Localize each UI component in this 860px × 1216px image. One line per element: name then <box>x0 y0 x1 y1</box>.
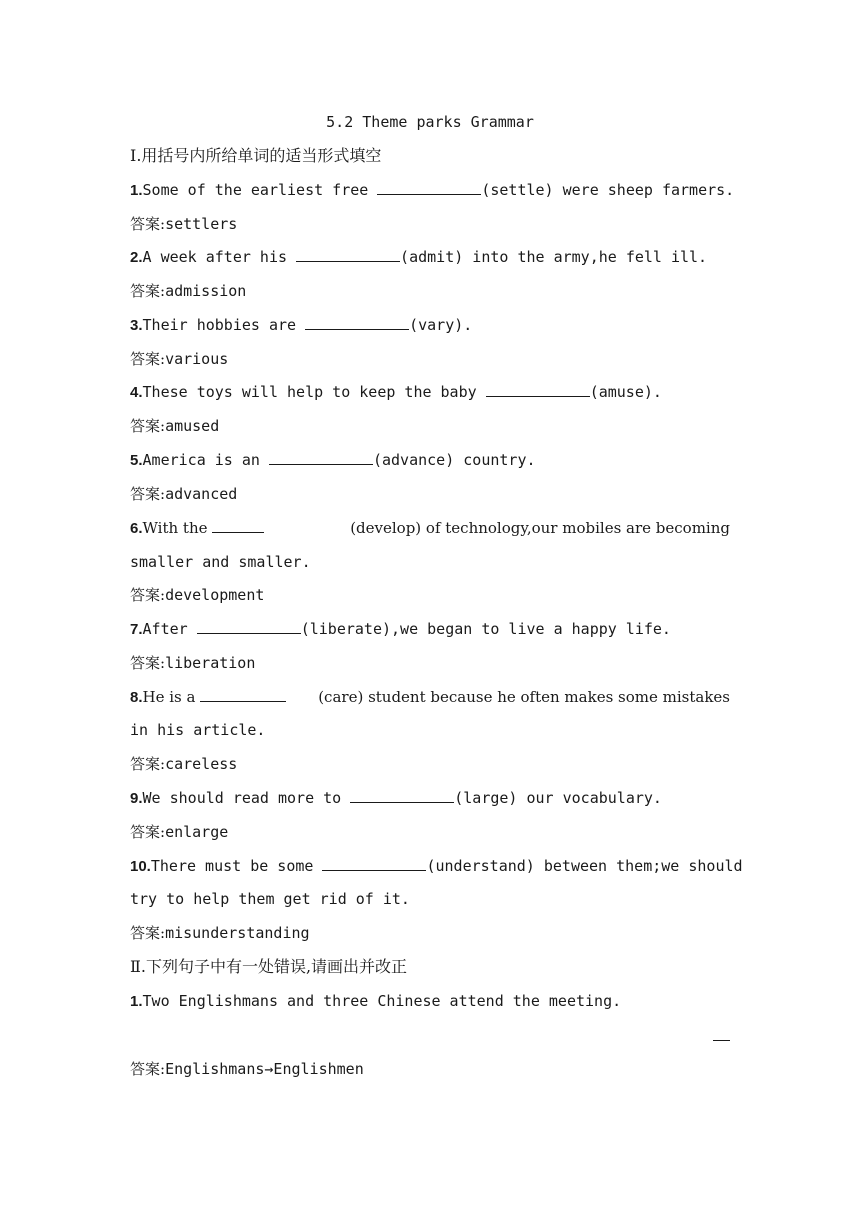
answer-7: 答案:liberation <box>130 654 256 672</box>
question-10: 10.There must be some (understand) between them;we should <box>130 857 743 875</box>
section-2-heading: Ⅱ.下列句子中有一处错误,请画出并改正 <box>130 957 408 976</box>
answer-5: 答案:advanced <box>130 485 238 503</box>
answer-blank[interactable] <box>350 788 454 803</box>
answer-6: 答案:development <box>130 586 265 604</box>
answer-8: 答案:careless <box>130 755 238 773</box>
question-3: 3.Their hobbies are (vary). <box>130 316 473 334</box>
question-4: 4.These toys will help to keep the baby (amuse). <box>130 383 662 401</box>
proofread-answer-1: 答案:Englishmans→Englishmen <box>130 1060 364 1078</box>
proofread-1: 1.Two Englishmans and three Chinese attend the meeting. <box>130 992 622 1010</box>
correction-line <box>713 1040 730 1041</box>
answer-3: 答案:various <box>130 350 229 368</box>
answer-blank[interactable] <box>305 315 409 330</box>
answer-blank[interactable] <box>212 518 264 533</box>
question-6-cont: smaller and smaller. <box>130 553 311 571</box>
answer-10: 答案:misunderstanding <box>130 924 310 942</box>
answer-9: 答案:enlarge <box>130 823 229 841</box>
question-10-cont: try to help them get rid of it. <box>130 890 410 908</box>
question-6: 6.With the (develop) of technology,our mobiles are becoming <box>130 519 730 537</box>
question-8-cont: in his article. <box>130 721 266 739</box>
page-title: 5.2 Theme parks Grammar <box>326 113 534 131</box>
question-9: 9.We should read more to (large) our vocabulary. <box>130 789 662 807</box>
question-5: 5.America is an (advance) country. <box>130 451 536 469</box>
question-7: 7.After (liberate),we began to live a happy life. <box>130 620 671 638</box>
answer-blank[interactable] <box>197 619 301 634</box>
answer-1: 答案:settlers <box>130 215 238 233</box>
section-1-heading: Ⅰ.用括号内所给单词的适当形式填空 <box>130 146 382 165</box>
answer-blank[interactable] <box>377 180 481 195</box>
answer-blank[interactable] <box>296 247 400 262</box>
question-2: 2.A week after his (admit) into the army,he fell ill. <box>130 248 708 266</box>
answer-4: 答案:amused <box>130 417 220 435</box>
answer-blank[interactable] <box>486 382 590 397</box>
answer-blank[interactable] <box>269 450 373 465</box>
answer-2: 答案:admission <box>130 282 247 300</box>
answer-blank[interactable] <box>200 687 286 702</box>
question-1: 1.Some of the earliest free (settle) were sheep farmers. <box>130 181 735 199</box>
question-8: 8.He is a (care) student because he often makes some mistakes <box>130 688 730 706</box>
answer-blank[interactable] <box>322 856 426 871</box>
